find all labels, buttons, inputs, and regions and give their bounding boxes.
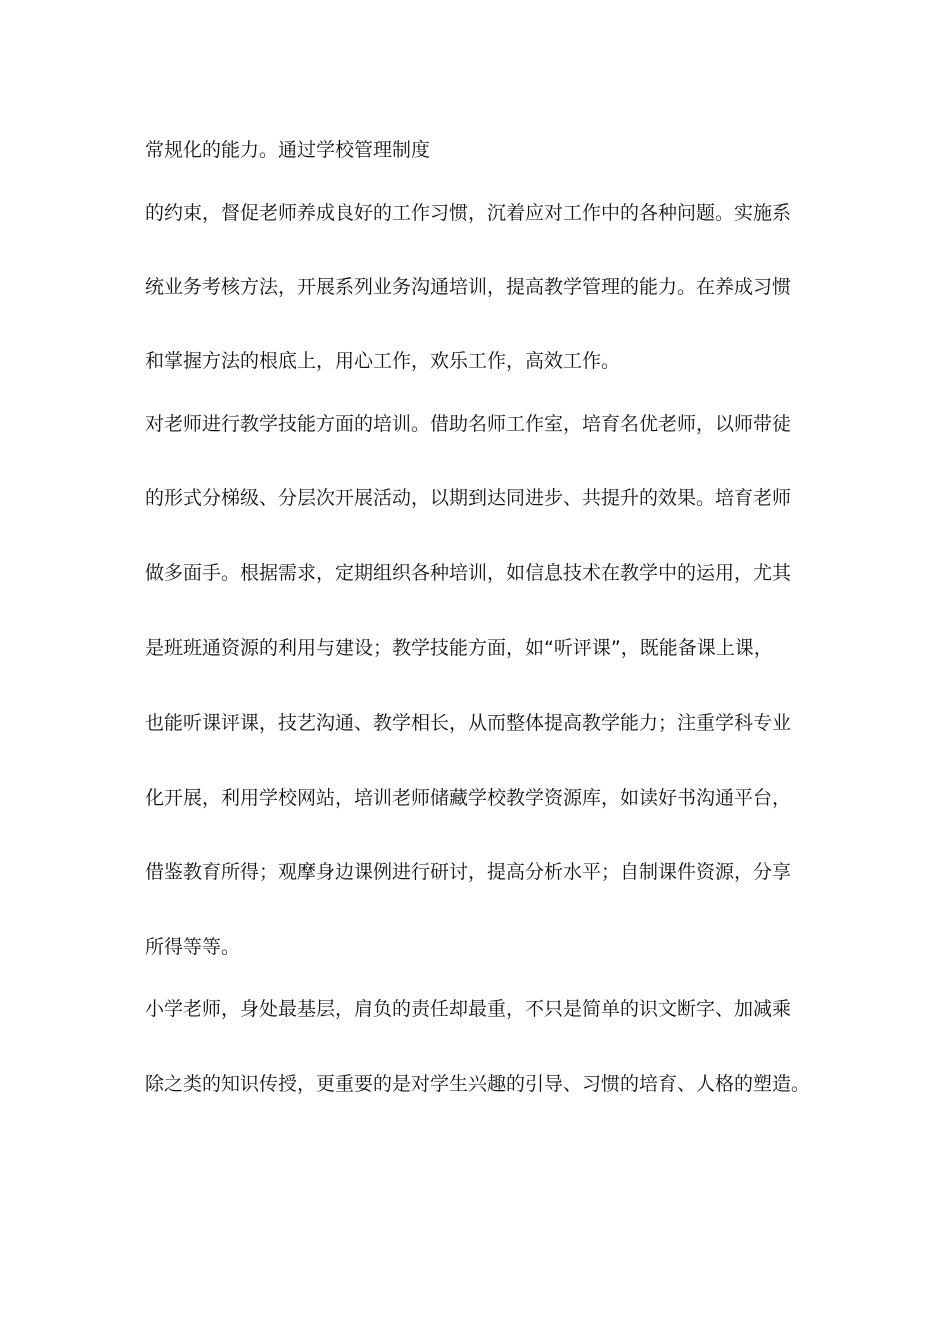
text-line: 对老师进行教学技能方面的培训。借助名师工作室，培育名优老师，以师带徒 [145,413,792,435]
text-line: 的约束，督促老师养成良好的工作习惯，沉着应对工作中的各种问题。实施系 [145,202,792,224]
text-line: 统业务考核方法，开展系列业务沟通培训，提高教学管理的能力。在养成习惯 [145,276,792,298]
text-line: 小学老师，身处最基层，肩负的责任却最重，不只是简单的识文断字、加减乘 [145,998,792,1020]
text-line: 化开展，利用学校网站，培训老师储藏学校教学资源库，如读好书沟通平台， [145,787,792,809]
text-line: 所得等等。 [145,936,241,958]
text-line: 借鉴教育所得；观摩身边课例进行研讨，提高分析水平；自制课件资源，分享 [145,861,792,883]
text-line: 除之类的知识传授，更重要的是对学生兴趣的引导、习惯的培育、人格的塑造。 [145,1073,811,1095]
text-line: 是班班通资源的利用与建设；教学技能方面，如“听评课”，既能备课上课， [145,637,773,659]
text-line: 常规化的能力。通过学校管理制度 [145,139,431,161]
text-line: 和掌握方法的根底上，用心工作，欢乐工作，高效工作。 [145,350,621,372]
text-line: 也能听课评课，技艺沟通、教学相长，从而整体提高教学能力；注重学科专业 [145,712,792,734]
text-line: 的形式分梯级、分层次开展活动，以期到达同进步、共提升的效果。培育老师 [145,487,792,509]
text-line: 做多面手。根据需求，定期组织各种培训，如信息技术在教学中的运用，尤其 [145,562,792,584]
